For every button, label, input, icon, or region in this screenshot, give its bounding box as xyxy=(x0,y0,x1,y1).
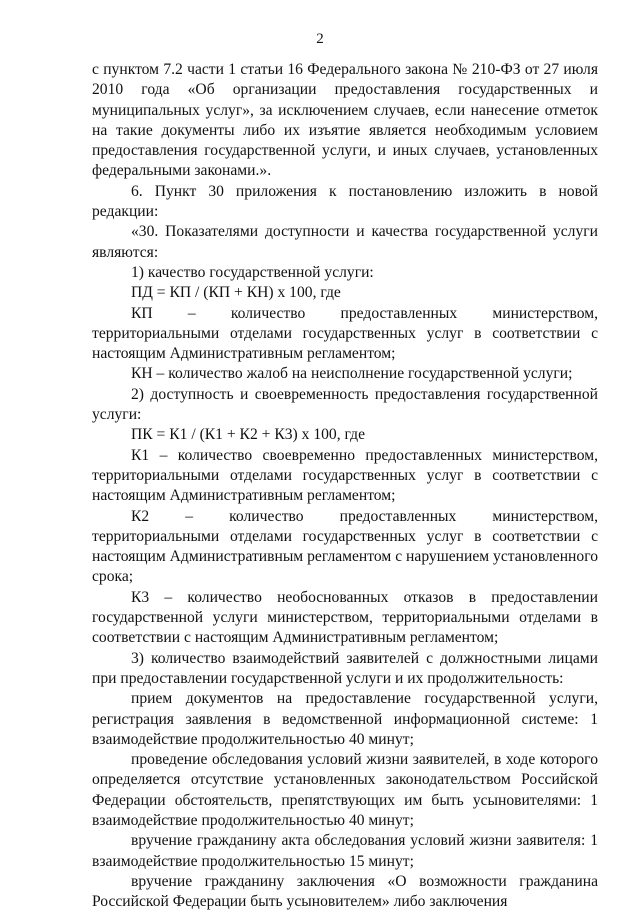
paragraph-continuation: с пунктом 7.2 части 1 статьи 16 Федерального закона № 210-ФЗ от 27 июля 2010 года «Об организации предоставления государственных и муниципальных услуг», за исключением случаев, если нанесение отметок на такие документы либо их изъятие является необходимым условием предоставления государственной услуги, и иных случаев, установленных федеральными законами.». xyxy=(92,61,598,180)
formula-pk: ПК = К1 / (К1 + К2 + К3) х 100, где xyxy=(131,426,365,444)
paragraph-item-6: 6. Пункт 30 приложения к постановлению изложить в новой редакции: xyxy=(92,182,598,221)
interaction-document-intake: прием документов на предоставление государственной услуги, регистрация заявления в ведомственной информационной системе: 1 взаимодействие продолжительностью 40 минут; xyxy=(92,690,598,748)
page-number: 2 xyxy=(316,31,324,47)
definition-kp: КП – количество предоставленных министерством, территориальными отделами государственных услуг в соответствии с настоящим Административным регламентом; xyxy=(92,304,598,363)
paragraph-item-30: «30. Показателями доступности и качества государственной услуги являются: xyxy=(92,223,598,261)
paragraph-accessibility: 2) доступность и своевременность предоставления государственной услуги: xyxy=(92,385,598,424)
definition-kn: КН – количество жалоб на неисполнение государственной услуги; xyxy=(131,365,573,383)
definition-k2: К2 – количество предоставленных министерством, территориальными отделами государственных услуг в соответствии с настоящим Административным регламентом с нарушением установленного срока; xyxy=(92,507,598,586)
formula-pd: ПД = КП / (КП + КН) х 100, где xyxy=(131,284,341,302)
definition-k3: К3 – количество необоснованных отказов в предоставлении государственной услуги министерством, территориальными отделами в соответствии с настоящим Административным регламентом; xyxy=(92,588,598,647)
interaction-living-conditions-survey: проведение обследования условий жизни заявителей, в ходе которого определяется отсутствие установленных законодательством Российской Федерации обстоятельств, препятствующих им быть усыновителями: 1 взаимодействие продолжительностью 40 минут; xyxy=(92,751,598,829)
paragraph-quality: 1) качество государственной услуги: xyxy=(131,263,374,281)
interaction-conclusion-delivery: вручение гражданину заключения «О возможности гражданина Российской Федерации быть усыновителем» либо заключения xyxy=(92,872,598,911)
document-body xyxy=(92,60,598,912)
definition-k1: К1 – количество своевременно предоставленных министерством, территориальными отделами государственных услуг в соответствии с настоящим Административным регламентом; xyxy=(92,446,598,505)
paragraph-interactions: 3) количество взаимодействий заявителей с должностными лицами при предоставлении государственной услуги и их продолжительность: xyxy=(92,649,598,687)
interaction-survey-act-delivery: вручение гражданину акта обследования условий жизни заявителя: 1 взаимодействие продолжительностью 15 минут; xyxy=(92,832,598,870)
